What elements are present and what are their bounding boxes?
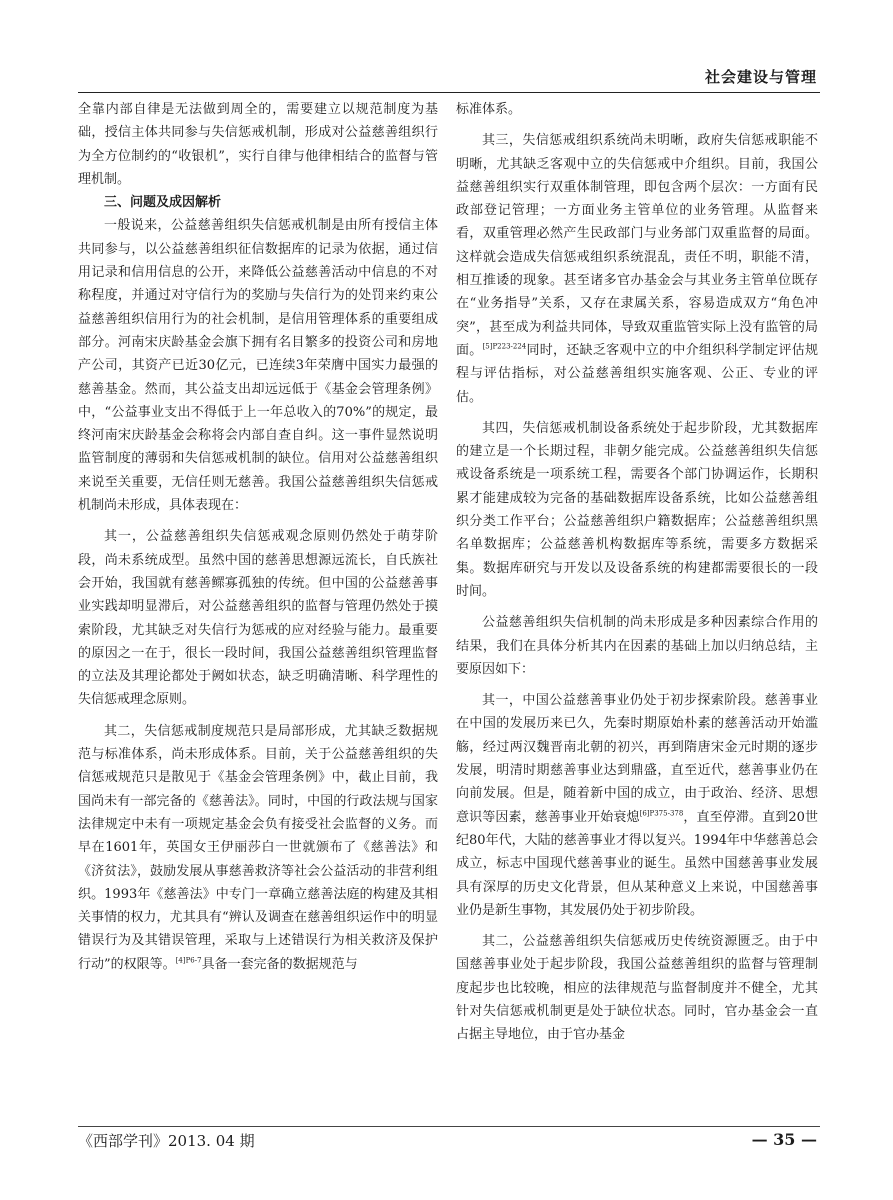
paragraph-text: 其二，失信惩戒制度规范只是局部形成，尤其缺乏数据规范与标准体系，尚未形成体系。目前，关于公益慈善组织的失信惩戒规范只是散见于《基金会管理条例》中，截止目前，我国尚未有一部完备的《慈善法》。同时，中国的行政法规与国家法律规定中未有一项规定基金会负有接受社会监督的义务。而早在1601年，英国女王伊丽莎白一世就颁布了《慈善法》和《济贫法》，鼓励发展从事慈善救济等社会公益活动的非营利组织。1993年《慈善法》中专门一章确立慈善法庭的构建及其相关事情的权力，尤其具有“辨认及调查在慈善组织运作中的明显错误行为及其错误管理，采取与上述错误行为相关救济及保护行动”的权限等。 (78, 723, 438, 972)
paragraph (456, 129, 818, 409)
paragraph-text: 具备一套完备的数据规范与 (201, 956, 358, 972)
left-column (78, 98, 438, 976)
footer-rule (78, 1126, 820, 1127)
paragraph: 其四，失信惩戒机制设备系统处于起步阶段，尤其数据库的建立是一个长期过程，非朝夕能完成。公益慈善组织失信惩戒设备系统是一项系统工程，需要各个部门协调运作，长期积累才能建成较为完备的基础数据库设备系统，比如公益慈善组织分类工作平台；公益慈善组织户籍数据库；公益慈善组织黑名单数据库；公益慈善机构数据库等系统，需要多方数据采集。数据库研究与开发以及设备系统的构建都需要很长的一段时间。 (456, 420, 818, 599)
citation: [5]P223-224 (482, 342, 527, 351)
paragraph: 全靠内部自律是无法做到周全的，需要建立以规范制度为基础，授信主体共同参与失信惩戒机制，形成对公益慈善组织行为全方位制约的“收银机”，实行自律与他律相结合的监督与管理机制。 (78, 102, 438, 187)
paragraph (456, 689, 818, 922)
header-rule (78, 92, 820, 93)
section-title: 社会建设与管理 (704, 68, 817, 86)
paragraph-text: 其三，失信惩戒组织系统尚未明晰，政府失信惩戒职能不明晰，尤其缺乏客观中立的失信惩戒中介组织。目前，我国公益慈善组织实行双重体制管理，即包含两个层次：一方面有民政部登记管理；一方面业务主管单位的业务管理。从监督来看，双重管理必然产生民政部门与业务部门双重监督的局面。这样就会造成失信惩戒组织系统混乱，责任不明，职能不清，相互推诿的现象。甚至诸多官办基金会与其业务主管单位既存在“业务指导”关系，又存在隶属关系，容易造成双方“角色冲突”，甚至成为利益共同体，导致双重监管实际上没有监管的局面。 (456, 133, 818, 358)
section-heading: 三、问题及成因解析 (104, 195, 222, 211)
citation: [4]P6-7 (175, 956, 202, 965)
citation: [6]P375-378 (639, 809, 684, 818)
paragraph-text: ，直至停滞。直到20世纪80年代，大陆的慈善事业才得以复兴。1994年中华慈善总会成立，标志中国现代慈善事业的诞生。虽然中国慈善事业发展具有深厚的历史文化背景，但从某种意义上来说，中国慈善事业仍是新生事物，其发展仍处于初步阶段。 (456, 809, 818, 918)
paragraph: 公益慈善组织失信机制的尚未形成是多种因素综合作用的结果，我们在具体分析其内在因素的基础上加以归纳总结，主要原因如下： (456, 615, 818, 677)
paragraph-text: 其一，中国公益慈善事业仍处于初步探索阶段。慈善事业在中国的发展历来已久，先秦时期原始朴素的慈善活动开始滥觞，经过两汉魏晋南北朝的初兴，再到隋唐宋金元时期的逐步发展，明清时期慈善事业达到鼎盛，直至近代，慈善事业仍在向前发展。但是，随着新中国的成立，由于政治、经济、思想意识等因素，慈善事业开始衰熄 (456, 693, 818, 825)
paragraph: 一般说来，公益慈善组织失信惩戒机制是由所有授信主体共同参与，以公益慈善组织征信数据库的记录为依据，通过信用记录和信用信息的公开，来降低公益慈善活动中信息的不对称程度，并通过对守信行为的奖励与失信行为的处罚来约束公益慈善组织信用行为的社会机制，是信用管理体系的重要组成部分。河南宋庆龄基金会旗下拥有名目繁多的投资公司和房地产公司，其资产已近30亿元，已连续3年荣膺中国实力最强的慈善基金。然而，其公益支出却远远低于《基金会管理条例》中，“公益事业支出不得低于上一年总收入的70%”的规定，最终河南宋庆龄基金会称将会内部自查自纠。这一事件显然说明监管制度的薄弱和失信惩戒机制的缺位。信用对公益慈善组织来说至关重要，无信任则无慈善。我国公益慈善组织失信惩戒机制尚未形成，具体表现在： (78, 218, 438, 514)
paragraph: 其二，公益慈善组织失信惩戒历史传统资源匮乏。由于中国慈善事业处于起步阶段，我国公益慈善组织的监督与管理制度起步也比较晚，相应的法律规范与监督制度并不健全，尤其针对失信惩戒机制更是处于缺位状态。同时，官办基金会一直占据主导地位，由于官办基金 (456, 934, 818, 1043)
paragraph (78, 720, 438, 976)
paragraph-text: 同时，还缺乏客观中立的中介组织科学制定评估规程与评估指标，对公益慈善组织实施客观、公正、专业的评估。 (456, 342, 818, 405)
paragraph: 标准体系。 (456, 102, 522, 117)
paragraph: 其一，公益慈善组织失信惩戒观念原则仍然处于萌芽阶段，尚未系统成型。虽然中国的慈善思想源远流长，自氏族社会开始，我国就有慈善鳏寡孤独的传统。但中国的公益慈善事业实践却明显滞后，对公益慈善组织的监督与管理仍然处于摸索阶段，尤其缺乏对失信行为惩戒的应对经验与能力。最重要的原因之一在于，很长一段时间，我国公益慈善组织管理监督的立法及其理论都处于阙如状态，缺乏明确清晰、科学理性的失信惩戒理念原则。 (78, 529, 438, 708)
right-column (456, 98, 818, 1047)
page-number: — 35 — (751, 1130, 817, 1149)
journal-name: 《西部学刊》2013. 04 期 (78, 1132, 255, 1150)
